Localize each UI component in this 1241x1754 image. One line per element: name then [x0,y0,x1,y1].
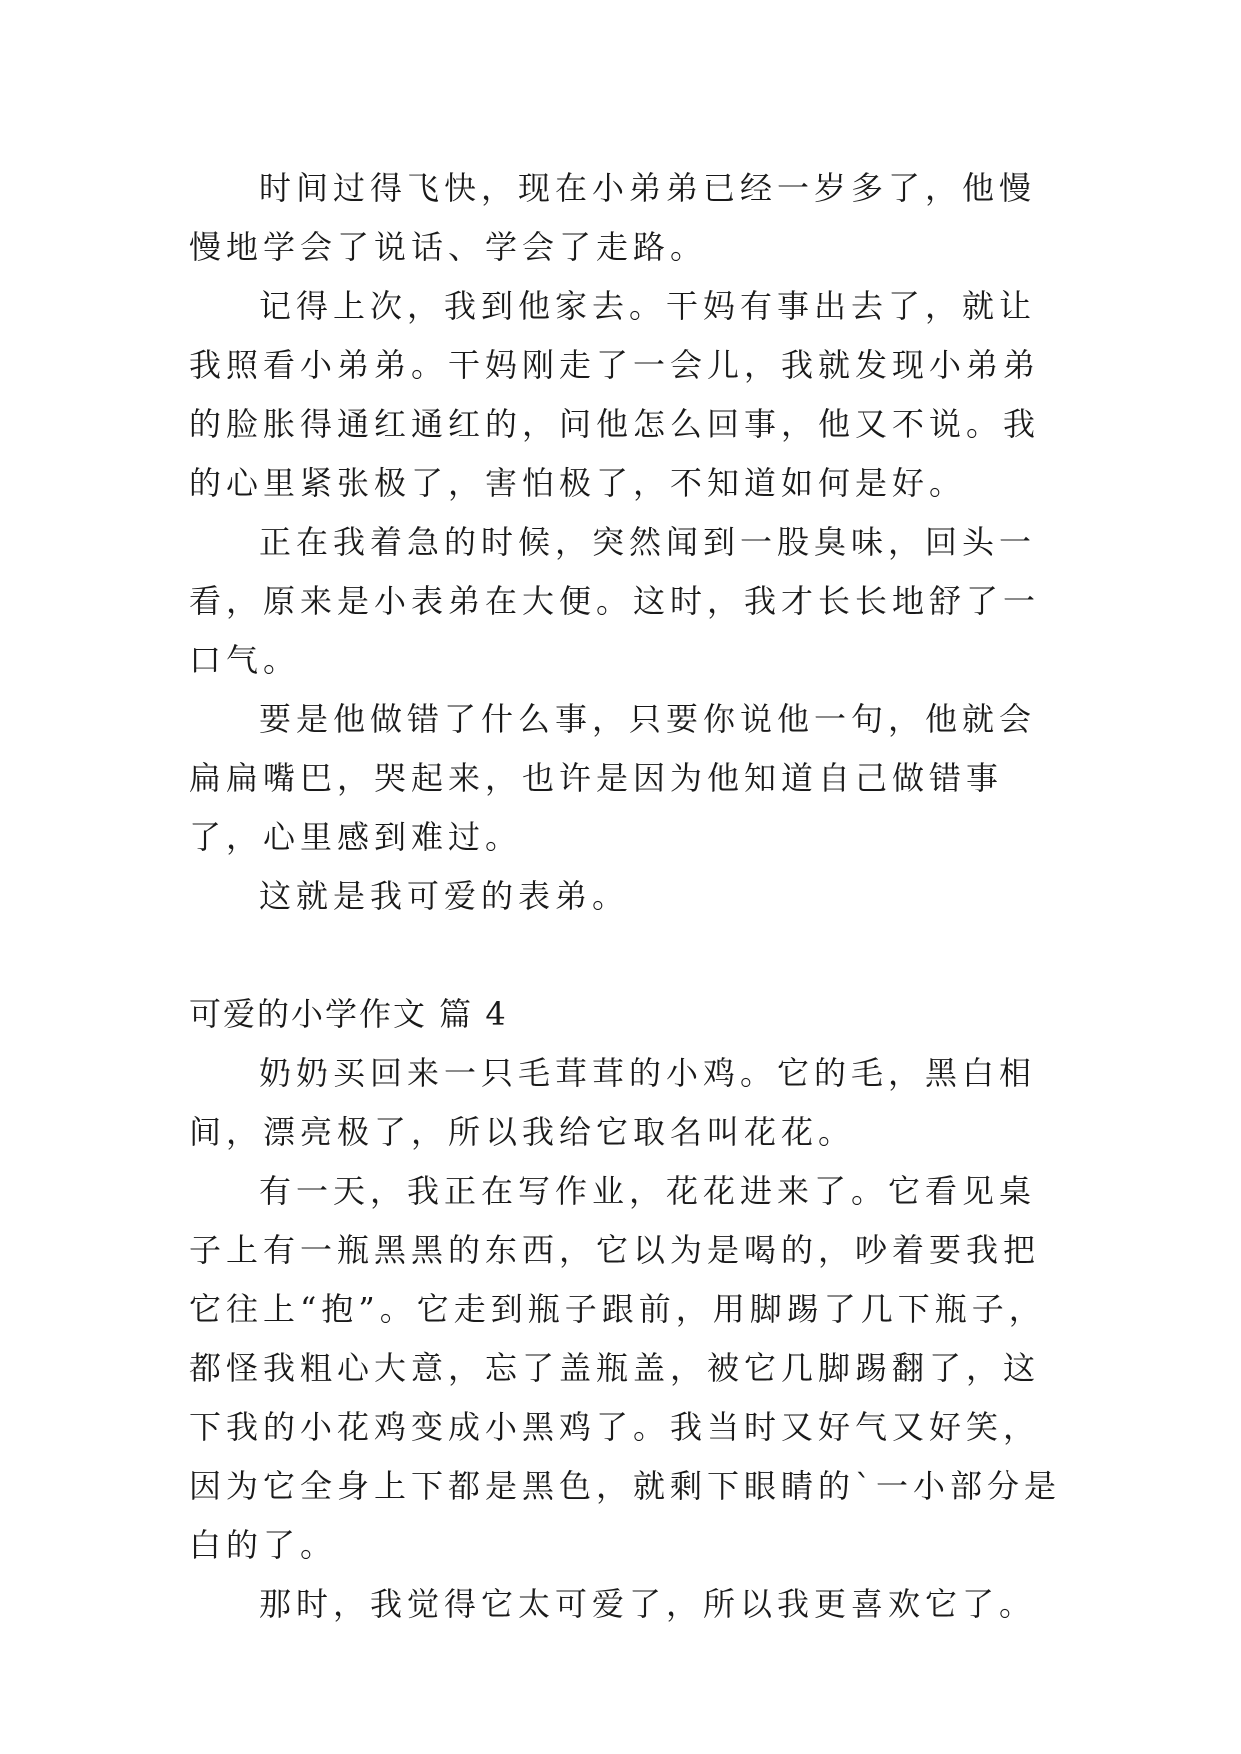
paragraph: 要是他做错了什么事，只要你说他一句，他就会扁扁嘴巴，哭起来，也许是因为他知道自己做错事了，心里感到难过。 [189,700,1037,856]
paragraph: 这就是我可爱的表弟。 [259,877,630,915]
paragraph: 有一天，我正在写作业，花花进来了。它看见桌子上有一瓶黑黑的东西，它以为是喝的，吵着要我把它往上“抱”。它走到瓶子跟前，用脚踢了几下瓶子，都怪我粗心大意，忘了盖瓶盖，被它几脚踢翻了，这下我的小花鸡变成小黑鸡了。我当时又好气又好笑，因为它全身上下都是黑色，就剩下眼睛的`一小部分是白的了。 [189,1172,1062,1564]
paragraph: 正在我着急的时候，突然闻到一股臭味，回头一看，原来是小表弟在大便。这时，我才长长地舒了一口气。 [189,523,1041,679]
paragraph: 时间过得飞快，现在小弟弟已经一岁多了，他慢慢地学会了说话、学会了走路。 [189,169,1037,266]
paragraph: 奶奶买回来一只毛茸茸的小鸡。它的毛，黑白相间，漂亮极了，所以我给它取名叫花花。 [189,1054,1037,1151]
paragraph: 记得上次，我到他家去。干妈有事出去了，就让我照看小弟弟。干妈刚走了一会儿，我就发现小弟弟的脸胀得通红通红的，问他怎么回事，他又不说。我的心里紧张极了，害怕极了，不知道如何是好。 [189,287,1041,502]
section-heading: 可爱的小学作文 篇 4 [189,995,508,1033]
paragraph: 那时，我觉得它太可爱了，所以我更喜欢它了。 [259,1585,1037,1623]
document-body [189,159,1069,1634]
section-spacer [189,926,1069,985]
